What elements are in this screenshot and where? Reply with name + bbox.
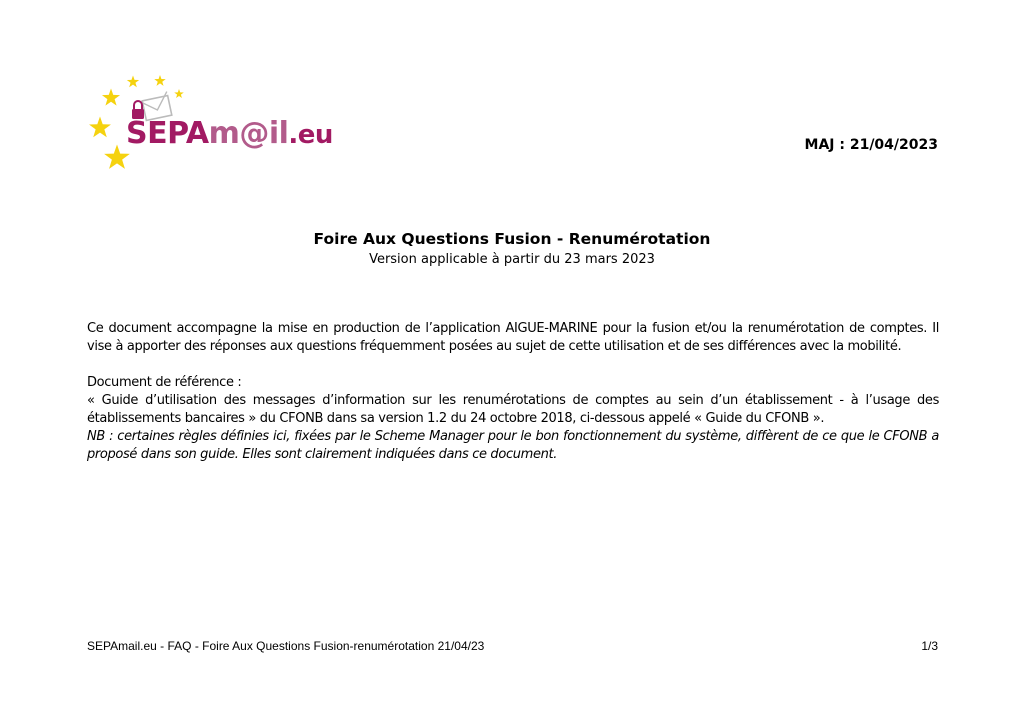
logo-wordmark [126, 116, 333, 151]
logo-eu: .eu [288, 120, 333, 150]
reference-label: Document de référence : [87, 375, 242, 390]
document-body [87, 320, 939, 464]
logo-mail: m@il [208, 116, 289, 151]
sepamail-logo [86, 72, 336, 172]
update-date: MAJ : 21/04/2023 [804, 137, 938, 153]
document-title: Foire Aux Questions Fusion - Renumérotation [313, 230, 711, 248]
page-number: 1/3 [921, 639, 938, 653]
reference-text: « Guide d’utilisation des messages d’information sur les renumérotations de comptes au sein d’un établissement - à l’usage des établissements bancaires » du CFONB dans sa version 1.2 du 24 octobre 2018, ci-dessous appelé « Guide du CFONB ». [87, 393, 939, 426]
paragraph-gap [87, 356, 939, 374]
document-subtitle: Version applicable à partir du 23 mars 2023 [369, 252, 655, 267]
footer-text: SEPAmail.eu - FAQ - Foire Aux Questions Fusion-renumérotation 21/04/23 [87, 639, 485, 653]
nb-note: NB : certaines règles définies ici, fixées par le Scheme Manager pour le bon fonctionnement du système, diffèrent de ce que le CFONB a proposé dans son guide. Elles sont clairement indiquées dans ce document. [87, 429, 939, 462]
logo-sepa: SEPA [126, 116, 209, 151]
intro-paragraph: Ce document accompagne la mise en production de l’application AIGUE-MARINE pour la fusion et/ou la renumérotation de comptes. Il vise à apporter des réponses aux questions fréquemment posées au sujet de cette utilisation et de ses différences avec la mobilité. [87, 321, 939, 354]
